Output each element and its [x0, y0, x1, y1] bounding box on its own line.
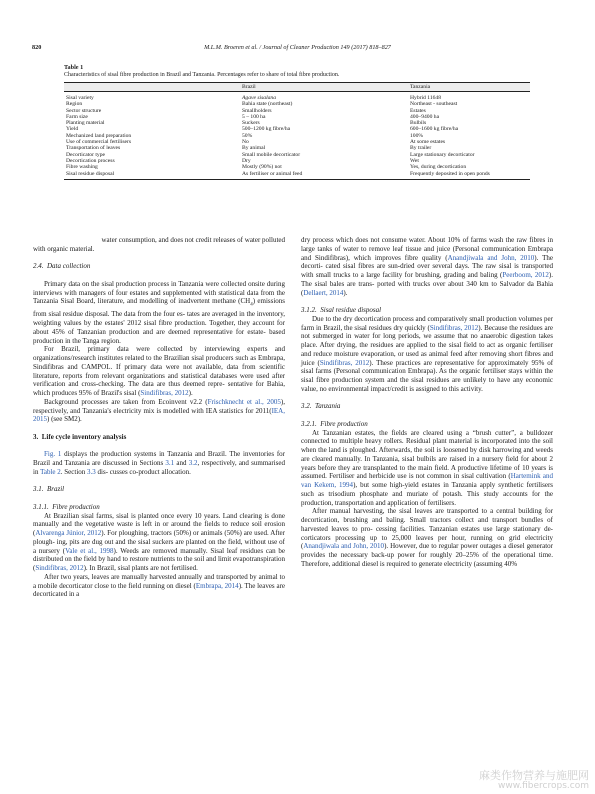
table-cell: Region: [66, 101, 83, 108]
citation-link[interactable]: Sindifibras,: [140, 389, 173, 398]
table-cell: Yes, during decortication: [410, 164, 467, 171]
table-header-cell: Brazil: [242, 83, 410, 92]
figure-link[interactable]: Fig. 1: [44, 450, 62, 459]
text-line: emissions from sisal residue disposal. The data from the four es-: [33, 297, 286, 319]
paragraph: [33, 245, 285, 254]
text-line: (: [33, 564, 36, 573]
paragraph: [301, 315, 553, 394]
text-line: For Brazil, primary data were collected by interviewing experts: [44, 345, 268, 354]
text-line: and supplemented with statistical data from the Tanzania Sisal: [33, 288, 286, 306]
table-cell: Northeast - southeast: [410, 101, 458, 108]
text-line: ). For: [101, 529, 117, 538]
citation-link[interactable]: Anandjiwala and John, 2010: [303, 542, 385, 551]
text-line: around the fields to reduce soil erosion (: [33, 520, 286, 538]
section-heading: 3.1. Brazil: [33, 485, 65, 494]
text-line: power outages a diesel generator provides the necessary back-up: [301, 542, 553, 559]
text-line: water for long periods, we assume that no anaerobic digestion: [354, 332, 536, 341]
table-cell: Sisal variety: [66, 95, 94, 101]
table-cell: No: [242, 139, 249, 146]
section-link[interactable]: 3.1: [165, 459, 175, 468]
watermark-chinese: 麻类作物营养与施肥网: [479, 769, 589, 782]
paragraph: [301, 507, 553, 568]
text-line: application of fertilisers.: [387, 498, 456, 507]
paragraph: [33, 280, 285, 346]
table-row: [64, 92, 530, 102]
text-line: ). Because the residues are not submerged in: [301, 323, 554, 341]
text-line: ing, pits are dug out and the sisal suckers are planted on the field,: [56, 537, 243, 546]
right-column: [301, 236, 553, 569]
section-heading: 3. Life cycle inventory analysis: [33, 432, 127, 441]
text-line: At Tanzanian estates, the fields are cleared using a “brush cutter”,: [312, 428, 516, 437]
text-line: manually. Sisal leaf residues can be distributed on the field by hand: [33, 546, 285, 564]
text-line: and organizations/research institutes related to the Brazilian sisal: [33, 345, 285, 363]
text-line: sentative for Bahia, which produces 95% of Brazil's sisal (: [33, 380, 285, 398]
text-line: electricity (: [301, 533, 553, 551]
text-line: ).: [343, 288, 348, 297]
table-cell: Decorticator type: [66, 151, 105, 158]
text-line: impact/credit is assigned to this activity.: [370, 384, 483, 393]
text-line: juice (Personal communication Embrapa and Sindifibras), which: [301, 244, 553, 262]
text-line: 2012 sisal fibre production. Together, they account for about 45% of: [33, 319, 286, 336]
table-cell: 600–1600 kg fibre/ha: [410, 126, 459, 133]
table-cell: Agave sisalana: [242, 95, 277, 101]
text-line: corticators processing up to 25,000 leaves per hour, running on grid: [301, 533, 521, 542]
section-link[interactable]: 3.2: [188, 459, 198, 468]
text-line: power for roughly 20–25% of the operational time. Therefore,: [301, 551, 553, 568]
paragraph: [33, 450, 285, 476]
table-cell: Yield: [66, 126, 79, 133]
table-cell: Dry: [242, 157, 251, 164]
table-link[interactable]: Table 2: [40, 467, 61, 476]
citation-link[interactable]: Peerboom, 2012: [502, 271, 549, 279]
table-cell: 500–1200 kg fibre/ha: [242, 126, 291, 133]
sisal-characteristics-table: [64, 82, 530, 180]
text-line: residues are unlikely to have any economic value, no environmental: [301, 376, 553, 393]
paragraph: For Brazil, primary data were collected by interviewing experts and organizations/research institutes related to the Brazilian sisal producers such as Embrapa, Sindifibras and CAMPOL. If primary data were not available, data from scientific literature, reports from relevant organizations and statistical databases were used after verification and cross-checking. The data are thus deemed repre- sentative for Bahia, which produces 95% of Brazil's sisal (Sindifibras, 2012).: [33, 345, 286, 398]
text-line: clearing is done manually and the vegetative waste is left in or: [33, 511, 286, 529]
paragraph: [33, 398, 285, 424]
left-column: [33, 236, 285, 599]
table-header-cell: Tanzania: [410, 83, 530, 92]
text-line: cusses co-product allocation.: [109, 467, 191, 476]
text-line: . Section: [60, 467, 86, 476]
table-cell: Transportation of leaves: [66, 145, 121, 152]
table-cell: Mostly (90%) not: [242, 164, 282, 171]
table-cell: As fertiliser or animal feed: [242, 171, 410, 180]
text-line: tractors collect and transport bundles of harvested leaves to pro-: [301, 516, 553, 533]
text-line: without use of a nursery (: [33, 537, 285, 555]
table-title: Table 1: [64, 64, 84, 71]
text-line: improves fibre quality (: [374, 253, 448, 262]
text-line: (: [301, 288, 304, 297]
text-line: production volumes per farm in Brazil, the sisal residues dry quickly: [301, 314, 553, 332]
text-line: cated sisal fibres are sun-dried over several days. The raw sisal is: [325, 262, 519, 271]
text-line: running on diesel (: [142, 581, 196, 590]
text-line: , respectively, and summarised in: [33, 459, 285, 476]
text-line: data were not available, data from scientific literature, reports from: [33, 362, 286, 380]
paragraph: [33, 573, 285, 599]
text-line: ploughing, tractors (50%) or animals (50%) are used. After plough-: [33, 529, 285, 546]
text-line: material is incorporated into the soil when the land is ploughed.: [301, 437, 554, 454]
text-line: Background processes are taken from Ecoinvent v2.2: [44, 397, 203, 406]
text-line: ). In Brazil, sisal plants are not fertilised.: [83, 564, 198, 573]
text-line: verification and cross-checking. The data are thus deemed repre-: [33, 380, 225, 389]
citation-link[interactable]: IEA, 2015: [33, 406, 285, 424]
text-line: ) (see SM2).: [47, 415, 82, 424]
text-line: cessing facilities. Tanzanian estates use large stationary de-: [375, 524, 554, 533]
watermark: [439, 770, 589, 792]
text-line: to restore nutrients to the soil and limit evapotranspiration: [122, 555, 286, 564]
table-cell: Sector structure: [66, 107, 102, 114]
section-heading: 2.4. Data collection: [33, 262, 91, 271]
text-line: At Brazilian sisal farms, sisal is planted once every 10 years. Land: [44, 511, 238, 520]
text-line: displays the production systems in Tanzania and Brazil.: [64, 450, 227, 459]
citation-link[interactable]: Alvarenga Júnior, 2012: [35, 529, 102, 538]
text-line: After manual harvesting, the sisal leaves are transported to a: [312, 507, 494, 516]
table-cell: Wet: [410, 157, 419, 164]
table-cell: Planting material: [66, 120, 105, 127]
text-line: with organic material.: [33, 244, 95, 253]
text-line: ). The decorti-: [301, 253, 554, 271]
text-line: grading and baling (: [443, 271, 503, 279]
citation-link[interactable]: Dellaert, 2014: [303, 288, 344, 297]
text-line: (: [427, 323, 430, 332]
text-line: central building for decortication, brushing and baling. Small: [301, 507, 554, 524]
text-line: Primary data on the sisal production process in Tanzania were: [44, 279, 219, 288]
text-line: wash the raw fibres in large tanks of water to remove leaf tissue and: [301, 236, 553, 253]
table-cell: Frequently deposited in open ponds: [410, 171, 530, 180]
table-header-cell: [64, 83, 242, 92]
text-line: ). The sisal bales are trans-: [301, 271, 553, 288]
text-line: After two years, leaves are manually harvested annually and: [44, 572, 215, 581]
text-line: act as organic fertiliser and reduce moisture evaporation, or used as: [301, 341, 553, 358]
paragraph: [33, 512, 285, 573]
subsection-heading: 3.1.1. Fibre production: [33, 502, 100, 511]
subsection-heading: 3.1.2. Sisal residue disposal: [301, 306, 382, 314]
text-line: animal feed after removing short fibres and juice (: [301, 349, 554, 367]
text-line: dry process which does not consume water. About 10% of farms: [301, 236, 487, 244]
text-line: fertiliser stays within the sisal fibre production system and the sisal: [301, 367, 553, 384]
table-row: [64, 171, 530, 180]
text-line: of sisal farms (Personal communication Embrapa). As the organic: [301, 358, 554, 376]
text-line: Due to the dry decortication process and comparatively small: [312, 314, 485, 323]
table-caption: Characteristics of sisal fibre production in Brazil and Tanzania. Percentages refer to share of total fibre production.: [64, 71, 340, 78]
text-line: tates are averaged in the inventory, weighting values by the estates': [33, 310, 285, 328]
citation-link[interactable]: Vale et al., 1998: [65, 546, 114, 555]
table-cell: Sisal residue disposal: [64, 171, 242, 180]
text-line: The inventories for Brazil and Tanzania are discussed in Sections: [33, 450, 286, 468]
text-line: (: [205, 397, 208, 406]
table-cell: 100%: [410, 132, 424, 139]
table-cell: 5 – 100 ha: [242, 113, 266, 120]
text-line: herbicide use is not common in sisal cultivation (: [369, 472, 511, 481]
text-line: producers such as Embrapa, Sindifibras and CAMPOL. If primary: [33, 354, 286, 371]
text-line: field for about 2 years before they are transplanted to the main: [301, 454, 554, 472]
table-cell: Suckers: [242, 120, 260, 127]
text-line: ). The leaves are decorticated in a: [33, 581, 286, 599]
table-cell: Mechanized land preparation: [66, 132, 132, 139]
text-line: Board, literature, and modelling of inadvertent methane (CH: [76, 297, 251, 306]
table-cell: Fibre washing: [66, 164, 98, 171]
table-1: [64, 64, 530, 180]
table-cell: 400–9400 ha: [410, 113, 440, 120]
subsection-heading: 3.2.1. Fibre production: [301, 419, 368, 428]
text-line: dis-: [97, 467, 109, 476]
table-cell: Small mobile decorticator: [242, 151, 301, 158]
text-line: transported by animal to a mobile decorticator close to the field: [33, 572, 286, 590]
watermark-url: www.fibercrops.com: [498, 781, 589, 791]
citation-link[interactable]: Sindifibras, 2012: [35, 564, 84, 573]
table-cell: Bahia state (northeast): [242, 101, 293, 108]
table-cell: Large stationary decorticator: [410, 151, 475, 158]
text-line: water consumption, and does not credit releases of water polluted: [101, 236, 285, 244]
subscript: 4: [250, 302, 253, 308]
running-header: [32, 44, 563, 54]
citation-link[interactable]: Sindifibras, 2012: [429, 323, 479, 332]
citation-link[interactable]: Frischknecht et al., 2005: [207, 397, 281, 406]
text-line: synthetic fertilisers such as trisodium phosphate and muriate of: [301, 481, 553, 498]
citation-link[interactable]: 2012: [355, 358, 370, 367]
text-line: based production in the Tanga region.: [33, 327, 286, 345]
citation-link[interactable]: 2012: [174, 389, 189, 398]
table-cell: Bulbils: [410, 120, 427, 127]
text-line: ported with trucks over about 340 km to Salvador da Bahia: [377, 279, 553, 288]
table-cell: By animal: [242, 145, 266, 152]
table-cell: Hybrid 11648: [410, 95, 442, 101]
page-number: 820: [32, 44, 42, 51]
citation-link[interactable]: Anandjiwala and John, 2010: [447, 253, 535, 262]
text-line: ). However, due to regular: [384, 542, 459, 551]
paragraph: [301, 236, 553, 297]
text-line: a bulldozer connected to multiple heavy rollers. Residual plant: [301, 428, 554, 446]
text-line: Tanzanian production and are deemed representative for estate-: [77, 327, 266, 336]
text-line: potash. This study accounts for the production, transportation and: [301, 489, 554, 507]
text-line: with IEA statistics for 2011(: [191, 406, 272, 415]
table-cell: Smallholders: [242, 107, 272, 114]
text-line: ), but some high-yield estates in Tanzania apply: [353, 481, 496, 489]
paragraph: [301, 429, 553, 508]
text-line: transported with small trucks to a large facility for brushing,: [301, 262, 554, 279]
text-line: cleared manually. In Tanzania, sisal bulbils are raised in a nursery: [312, 454, 504, 463]
citation-link[interactable]: Sindifibras,: [319, 358, 353, 367]
table-cell: Use of commercial fertilisers: [66, 139, 132, 146]
table-cell: At some estates: [410, 139, 446, 146]
table-cell: By trailer: [410, 145, 432, 152]
citation-link[interactable]: van Kekem, 1994: [301, 481, 354, 489]
table-header-row: [64, 83, 530, 92]
text-line: ): [252, 297, 256, 306]
section-heading: 3.2. Tanzania: [301, 402, 341, 411]
citation-link[interactable]: Hartemink and: [510, 472, 553, 481]
text-line: relevant organizations and statistical databases were used after: [101, 371, 286, 380]
paragraph: [33, 236, 285, 245]
citation-link[interactable]: Embrapa, 2014: [195, 581, 239, 590]
section-link[interactable]: 3.3: [87, 467, 96, 476]
text-line: Afterwards, the soil is loosened by disk harrowing and weeds are: [301, 446, 553, 463]
table-cell: 50%: [242, 132, 253, 139]
text-line: collected onsite during interviews with managers of four estates: [33, 279, 286, 297]
text-line: and: [176, 459, 187, 468]
table-cell: Decortication process: [66, 157, 115, 164]
text-line: field. A productive lifetime of 10 years is assumed. Fertiliser and: [301, 463, 553, 481]
text-line: ). Weeds are removed: [113, 546, 178, 555]
text-line: ). These practices are representative for approximately 95%: [369, 358, 545, 367]
table-cell: Farm size: [66, 113, 88, 120]
table-cell: Estates: [410, 107, 426, 114]
text-line: ), respectively, and Tanzania's electricity mix is modelled: [33, 397, 286, 415]
journal-citation: M.L.M. Broeren et al. / Journal of Cleaner Production 149 (2017) 818–827: [204, 44, 391, 51]
text-line: takes place. After drying, the residues are applied to the sisal field to: [301, 332, 554, 349]
text-line: additional diesel is required to generate electricity (assuming 40%: [332, 559, 518, 568]
